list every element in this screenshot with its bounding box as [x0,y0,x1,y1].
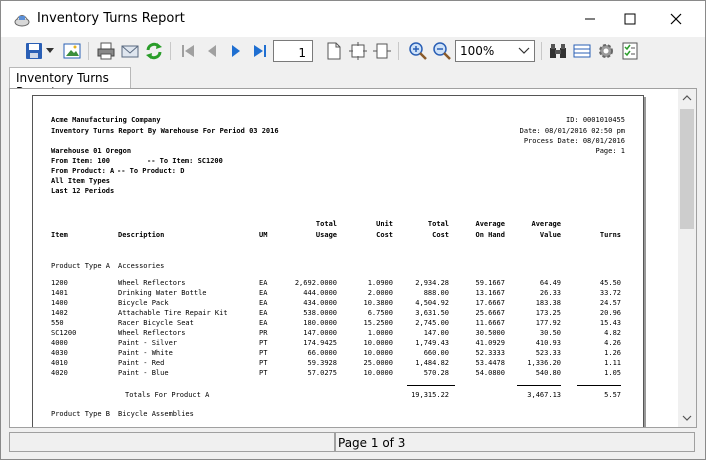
cell-average-value: 1,336.20 [527,359,561,367]
column-header-um: UM [259,231,268,239]
cell-total-cost: 1,484.82 [415,359,449,367]
cell-description: Paint - Blue [118,369,169,377]
column-header-item: Item [51,231,68,239]
cell-average-on-hand: 17.6667 [475,299,505,307]
cell-turns: 1.26 [604,349,621,357]
turns-rule [577,385,621,386]
image-export-icon[interactable] [61,40,83,62]
cell-average-value: 173.25 [535,309,561,317]
scrollbar-thumb[interactable] [680,109,694,229]
cell-unit-cost: 25.0000 [363,359,393,367]
status-bar [1,431,705,459]
cell-average-on-hand: 54.0800 [475,369,505,377]
cell-total-cost: 3,631.50 [415,309,449,317]
checklist-icon[interactable] [619,40,641,62]
zoom-value: 100% [460,44,495,58]
zoom-in-icon[interactable] [407,40,429,62]
column-header-description: Description [118,231,165,239]
column-header-average-on-hand-line2: On Hand [475,231,505,239]
cell-item: 4020 [51,369,68,377]
totals-label: Totals For Product A [125,391,210,399]
cell-average-value: 30.50 [539,329,561,337]
cell-average-value: 540.80 [535,369,561,377]
group-label: Product Type B [51,410,111,418]
cell-unit-cost: 10.3800 [363,299,393,307]
total-cost-rule [407,385,455,386]
save-dropdown-button[interactable] [43,40,57,62]
page-status: Page 1 of 3 [335,432,695,452]
cell-description: Paint - Red [118,359,165,367]
column-header-total-usage-line2: Usage [315,231,337,239]
cell-um: EA [259,309,268,317]
cell-description: Bicycle Pack [118,299,169,307]
cell-average-value: 177.92 [535,319,561,327]
totals-turns: 5.57 [604,391,621,399]
column-header-total-cost-line2: Cost [432,231,449,239]
cell-description: Paint - Silver [118,339,178,347]
column-header-average-value-line2: Value [539,231,561,239]
scroll-down-icon[interactable] [678,409,696,427]
cell-unit-cost: 10.0000 [363,369,393,377]
cell-turns: 45.50 [599,279,621,287]
column-header-unit-cost-line1: Unit [376,220,393,228]
report-preview [9,88,697,428]
average-value-rule [517,385,561,386]
cell-unit-cost: 15.2500 [363,319,393,327]
cell-item: SC1200 [51,329,77,337]
maximize-button[interactable] [607,1,653,37]
cell-turns: 4.82 [604,329,621,337]
page-indicator: Page: 1 [595,147,625,155]
group-description: Accessories [118,262,165,270]
cell-total-usage: 444.0000 [303,289,337,297]
cell-description: Racer Bicycle Seat [118,319,194,327]
cell-item: 1200 [51,279,68,287]
cell-total-usage: 538.0000 [303,309,337,317]
last-page-icon[interactable] [249,40,271,62]
cell-um: PR [259,329,268,337]
cell-item: 1401 [51,289,68,297]
cell-um: PT [259,349,268,357]
cell-unit-cost: 6.7500 [367,309,393,317]
cell-item: 1400 [51,299,68,307]
binoculars-icon[interactable] [547,40,569,62]
tab-inventory-turns-report[interactable]: Inventory Turns [9,67,131,89]
cell-unit-cost: 2.0000 [367,289,393,297]
cell-description: Drinking Water Bottle [118,289,207,297]
cell-total-cost: 4,504.92 [415,299,449,307]
envelope-icon[interactable] [119,40,141,62]
cell-description: Attachable Tire Repair Kit [118,309,228,317]
cell-um: EA [259,299,268,307]
process-date: Process Date: 08/01/2016 [523,137,625,145]
cell-description: Wheel Reflectors [118,279,186,287]
column-header-average-on-hand-line1: Average [475,220,505,228]
cell-average-value: 410.93 [535,339,561,347]
cell-total-cost: 147.00 [423,329,449,337]
to-product: -- To Product: D [117,167,185,175]
report-page [32,95,644,428]
title-bar [1,1,705,37]
cell-unit-cost: 10.0000 [363,339,393,347]
group-description: Bicycle Assemblies [118,410,194,418]
cell-unit-cost: 1.0000 [367,329,393,337]
cell-total-cost: 888.00 [423,289,449,297]
cell-average-on-hand: 52.3333 [475,349,505,357]
close-button[interactable] [653,1,699,37]
cell-description: Paint - White [118,349,173,357]
cell-turns: 15.43 [599,319,621,327]
view-options-icon[interactable] [571,40,593,62]
cell-um: PT [259,359,268,367]
first-page-icon[interactable] [177,40,199,62]
item-types: All Item Types [51,177,111,185]
cell-um: PT [259,369,268,377]
cell-turns: 1.11 [604,359,621,367]
scroll-up-icon[interactable] [678,89,696,107]
fit-page-icon[interactable] [347,40,369,62]
cell-turns: 4.26 [604,339,621,347]
cell-average-on-hand: 59.1667 [475,279,505,287]
cell-total-cost: 2,745.00 [415,319,449,327]
cell-unit-cost: 10.0000 [363,349,393,357]
cell-um: PT [259,339,268,347]
company-name: Acme Manufacturing Company [51,116,161,124]
toolbar-separator [398,42,399,60]
cell-average-on-hand: 13.1667 [475,289,505,297]
cell-um: EA [259,279,268,287]
cell-total-usage: 147.0000 [303,329,337,337]
vertical-scrollbar[interactable] [678,89,696,427]
cell-average-value: 523.33 [535,349,561,357]
cell-total-usage: 66.0000 [307,349,337,357]
cell-average-on-hand: 25.6667 [475,309,505,317]
cell-average-on-hand: 11.6667 [475,319,505,327]
to-item: -- To Item: SC1200 [147,157,223,165]
period-range: Last 12 Periods [51,187,115,195]
cell-description: Wheel Reflectors [118,329,186,337]
report-app-icon [13,10,31,28]
status-panel-left [9,432,335,452]
cell-turns: 33.72 [599,289,621,297]
toolbar [1,37,705,67]
refresh-icon[interactable] [143,40,165,62]
cell-item: 4010 [51,359,68,367]
window-title: Inventory Turns Report [37,11,185,26]
column-header-total-usage-line1: Total [315,220,337,228]
cell-total-usage: 59.3928 [307,359,337,367]
next-page-icon[interactable] [225,40,247,62]
cell-turns: 24.57 [599,299,621,307]
toolbar-separator [541,42,542,60]
cell-item: 4030 [51,349,68,357]
printer-icon[interactable] [95,40,117,62]
cell-item: 1402 [51,309,68,317]
cell-um: EA [259,319,268,327]
gear-icon[interactable] [595,40,617,62]
report-heading: Inventory Turns Report By Warehouse For Period 03 2016 [51,127,279,135]
column-header-unit-cost-line2: Cost [376,231,393,239]
cell-total-usage: 180.0000 [303,319,337,327]
totals-total-cost: 19,315.22 [411,391,449,399]
cell-total-usage: 434.0000 [303,299,337,307]
chevron-down-icon [518,45,530,59]
from-product: From Product: A [51,167,115,175]
single-page-icon[interactable] [323,40,345,62]
tab-strip [1,67,705,89]
cell-total-cost: 2,934.28 [415,279,449,287]
cell-turns: 1.05 [604,369,621,377]
page-number-input[interactable] [273,40,313,62]
report-date: Date: 08/01/2016 02:50 pm [519,127,625,135]
cell-average-value: 26.33 [539,289,561,297]
cell-total-usage: 174.9425 [303,339,337,347]
cell-unit-cost: 1.0900 [367,279,393,287]
cell-average-on-hand: 30.5000 [475,329,505,337]
cell-total-usage: 2,692.0000 [294,279,337,287]
cell-total-cost: 1,749.43 [415,339,449,347]
cell-average-on-hand: 53.4478 [475,359,505,367]
group-label: Product Type A [51,262,111,270]
report-id: ID: 0001010455 [565,116,625,124]
cell-average-value: 64.49 [539,279,561,287]
totals-average-value: 3,467.13 [527,391,561,399]
floppy-disk-icon[interactable] [23,40,45,62]
cell-turns: 20.96 [599,309,621,317]
cell-total-usage: 57.0275 [307,369,337,377]
cell-average-value: 183.38 [535,299,561,307]
zoom-select[interactable] [455,40,535,62]
fit-width-icon[interactable] [371,40,393,62]
cell-um: EA [259,289,268,297]
cell-item: 4000 [51,339,68,347]
zoom-out-icon[interactable] [431,40,453,62]
cell-average-on-hand: 41.0929 [475,339,505,347]
cell-total-cost: 660.00 [423,349,449,357]
column-header-average-value-line1: Average [531,220,561,228]
cell-item: 550 [51,319,64,327]
column-header-total-cost-line1: Total [427,220,449,228]
toolbar-separator [88,42,89,60]
cell-total-cost: 570.28 [423,369,449,377]
toolbar-separator [170,42,171,60]
warehouse-name: Warehouse 01 Oregon [51,147,132,155]
column-header-turns: Turns [599,231,621,239]
from-item: From Item: 100 [51,157,111,165]
previous-page-icon[interactable] [201,40,223,62]
